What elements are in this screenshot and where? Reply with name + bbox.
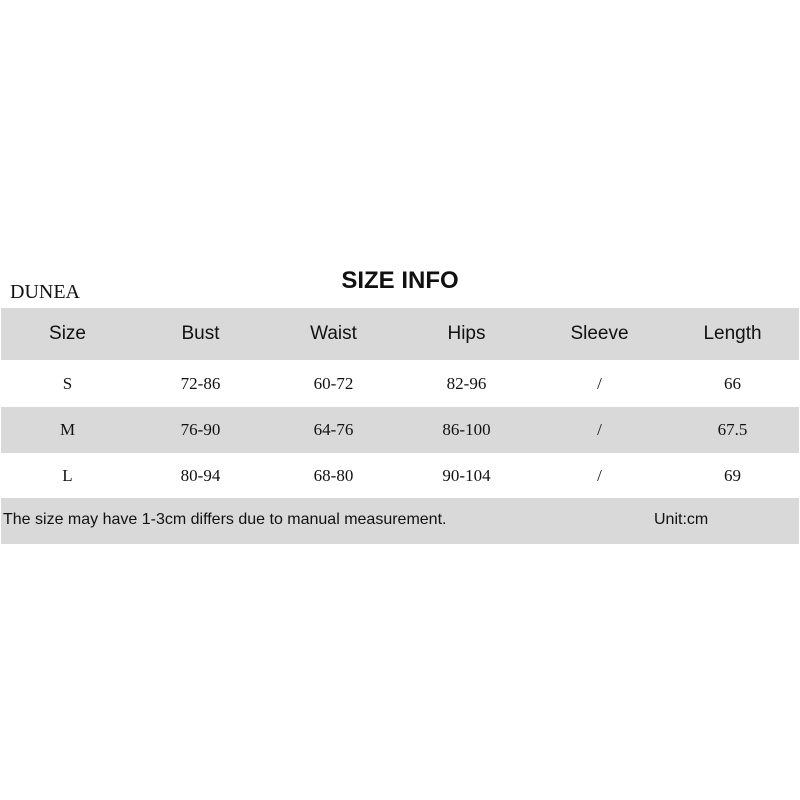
cell-length: 67.5 [717,420,748,439]
cell-waist: 64-76 [313,420,354,439]
cell-sleeve: / [597,466,602,485]
cell-hips: 90-104 [442,466,491,485]
cell-hips: 82-96 [446,374,487,393]
header-size: Size [49,323,86,344]
cell-size: M [59,420,76,439]
cell-bust: 80-94 [180,466,221,485]
brand-name: DUNEA [10,281,80,303]
table-row [1,407,799,453]
header-hips: Hips [447,323,486,344]
unit-label: Unit:cm [654,511,709,528]
measurement-note-row [1,498,799,544]
cell-waist: 68-80 [313,466,354,485]
cell-length: 66 [724,374,741,393]
page-title: SIZE INFO [341,267,459,294]
cell-sleeve: / [597,374,602,393]
header-waist: Waist [310,323,357,344]
table-row [1,453,799,499]
cell-bust: 76-90 [180,420,221,439]
header-bust: Bust [181,323,220,344]
cell-bust: 72-86 [180,374,221,393]
size-table [1,308,799,499]
cell-size: L [62,466,73,485]
header-sleeve: Sleeve [570,323,629,344]
cell-size: S [62,374,73,393]
measurement-note: The size may have 1-3cm differs due to manual measurement. [3,511,447,528]
cell-length: 69 [724,466,741,485]
cell-waist: 60-72 [313,374,354,393]
table-header-row [1,308,799,360]
cell-hips: 86-100 [442,420,491,439]
table-row [1,361,799,407]
header-length: Length [703,323,762,344]
cell-sleeve: / [597,420,602,439]
